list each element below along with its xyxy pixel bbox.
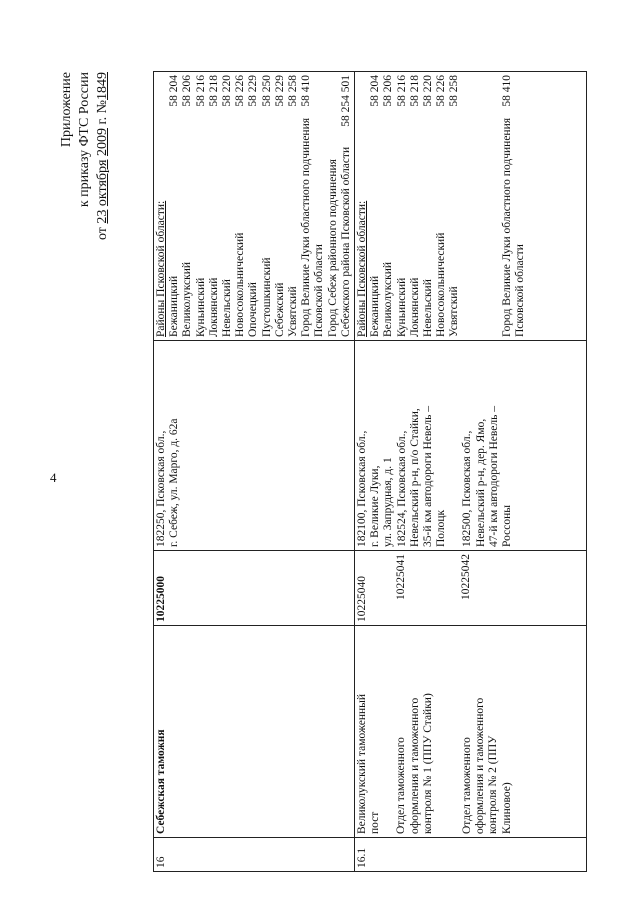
zone-line [300, 75, 313, 337]
address-line: 47-й км автодороги Невель – [487, 406, 500, 547]
zone-code: 58 254 501 [339, 75, 352, 127]
address-line: г. Великие Луки, [369, 465, 382, 547]
zone-name: Псковской области [313, 244, 326, 337]
post-name-line: Великолукский таможенный [356, 693, 369, 834]
header-prefix: от [95, 227, 110, 241]
zone-name: Великолукский [181, 261, 194, 337]
post-code: 10225042 [460, 554, 473, 600]
zone-code: 58 226 [234, 75, 247, 107]
address-line: 182500, Псковская обл., [461, 430, 474, 547]
post-code: 10225041 [395, 554, 408, 600]
zone-line [448, 75, 461, 337]
zone-code: 58 216 [395, 75, 408, 107]
zone-name: Невельский [221, 279, 234, 337]
post-name-line: Отдел таможенного [461, 737, 474, 834]
address-line: 35-й км автодороги Невель – [422, 406, 435, 547]
zone-line [313, 75, 326, 337]
zone-name: Город Великие Луки областного подчинения [300, 117, 313, 337]
post-code: 10225040 [356, 576, 369, 622]
zone-line [208, 75, 221, 337]
zone-line [221, 75, 234, 337]
zones-cell [355, 72, 587, 341]
zone-name: Опочецкий [247, 282, 260, 337]
zone-line [261, 75, 274, 337]
zone-code: 58 226 [435, 75, 448, 107]
zone-code: 58 258 [287, 75, 300, 107]
header-line-2: к приказу ФТС России [77, 72, 92, 208]
zone-name: Локнянский [408, 277, 421, 337]
table-row [154, 72, 355, 872]
zone-line [422, 75, 435, 337]
zone-line [181, 75, 194, 337]
zone-name: Себежский [273, 282, 286, 337]
post-codes-cell [355, 551, 587, 626]
address-line: Полоцк [435, 509, 448, 547]
customs-table [153, 71, 587, 872]
zone-code: 58 229 [247, 75, 260, 107]
zone-name: Усвятский [287, 286, 300, 337]
rotated-content [53, 52, 563, 872]
zone-code: 58 410 [500, 75, 513, 107]
zone-line [369, 75, 382, 337]
zone-line [501, 75, 514, 337]
header-day: 23 [95, 209, 110, 224]
header-year-suffix: г. [95, 116, 110, 125]
zone-name: Псковской области [513, 244, 526, 337]
zone-code: 58 204 [369, 75, 382, 107]
zone-line [340, 75, 353, 337]
post-name-line: Отдел таможенного [395, 737, 408, 834]
post-name-line: Клиновое) [500, 782, 513, 834]
zone-code: 58 250 [260, 75, 273, 107]
zone-code: 58 216 [194, 75, 207, 107]
posts-cell [355, 626, 587, 838]
zone-line [274, 75, 287, 337]
zone-code: 58 229 [273, 75, 286, 107]
zone-line [514, 75, 527, 337]
row-number: 16 [154, 838, 355, 872]
address-line: ул. Запрудная, д. 1 [382, 457, 395, 547]
zone-code: 58 220 [221, 75, 234, 107]
zone-code: 58 218 [207, 75, 220, 107]
zone-name: Бежаницкий [168, 275, 181, 337]
zone-code: 58 206 [181, 75, 194, 107]
zone-code: 58 206 [382, 75, 395, 107]
zone-name: Усвятский [448, 286, 461, 337]
page-number: 4 [50, 470, 57, 485]
customs-address [154, 341, 355, 551]
zone-name: Пустошкинский [260, 257, 273, 337]
zone-line [327, 75, 340, 337]
zone-line [247, 75, 260, 337]
header-line-1: Приложение [59, 72, 74, 148]
zone-code: 58 218 [408, 75, 421, 107]
zone-name: Куньинский [395, 277, 408, 337]
zone-line [234, 75, 247, 337]
post-name-line: оформления и таможенного [408, 697, 421, 834]
header-number: 1849 [95, 72, 110, 100]
address-line: г. Себеж, ул. Марго, д. 62а [168, 418, 181, 547]
address-line: Россоны [501, 505, 514, 547]
zone-code: 58 258 [448, 75, 461, 107]
address-line: 182524, Псковская обл., [395, 430, 408, 547]
zone-code: 58 204 [168, 75, 181, 107]
zone-line [287, 75, 300, 337]
address-line: Невельский р-н, п/о Стайки, [408, 408, 421, 547]
zone-line [382, 75, 395, 337]
zone-name: Новосокольнический [435, 232, 448, 337]
post-name-line: контроля № 2 (ППУ [487, 735, 500, 834]
zone-name: Бежаницкий [369, 275, 382, 337]
header-month: октября [95, 159, 110, 207]
zone-line [435, 75, 448, 337]
post-name-line: пост [369, 811, 382, 834]
zone-name: Локнянский [207, 277, 220, 337]
zone-name: Новосокольнический [234, 232, 247, 337]
address-line: Невельский р-н, дер. Ямо, [474, 418, 487, 547]
header-year: 2009 [95, 128, 110, 157]
row-number: 16.1 [355, 838, 587, 872]
post-name-line: оформления и таможенного [474, 697, 487, 834]
zone-name: Куньинский [194, 277, 207, 337]
zone-line [396, 75, 409, 337]
zones-title: Районы Псковской области: [356, 200, 369, 337]
customs-code: 10225000 [154, 551, 355, 626]
customs-name: Себежская таможня [154, 626, 355, 838]
zone-name: Себежского района Псковской области [339, 146, 352, 337]
post-address-cell [355, 341, 587, 551]
zone-code: 58 410 [300, 75, 313, 107]
table-row [355, 72, 587, 872]
zone-line [195, 75, 208, 337]
address-line: 182100, Псковская обл., [356, 430, 369, 547]
address-line: 182250, Псковская обл., [155, 430, 167, 547]
zone-code: 58 220 [422, 75, 435, 107]
header-num-label: № [95, 100, 110, 114]
zone-line [409, 75, 422, 337]
zone-name: Город Великие Луки областного подчинения [500, 117, 513, 337]
zones-cell [154, 72, 355, 341]
zone-name: Великолукский [382, 261, 395, 337]
post-name-line: контроля № 1 (ППУ Стайки) [421, 693, 434, 834]
zone-name: Невельский [422, 279, 435, 337]
zones-title: Районы Псковской области: [155, 200, 167, 337]
zone-line [168, 75, 181, 337]
header-line-3 [95, 72, 111, 872]
zone-name: Город Себеж районного подчинения [326, 159, 339, 337]
